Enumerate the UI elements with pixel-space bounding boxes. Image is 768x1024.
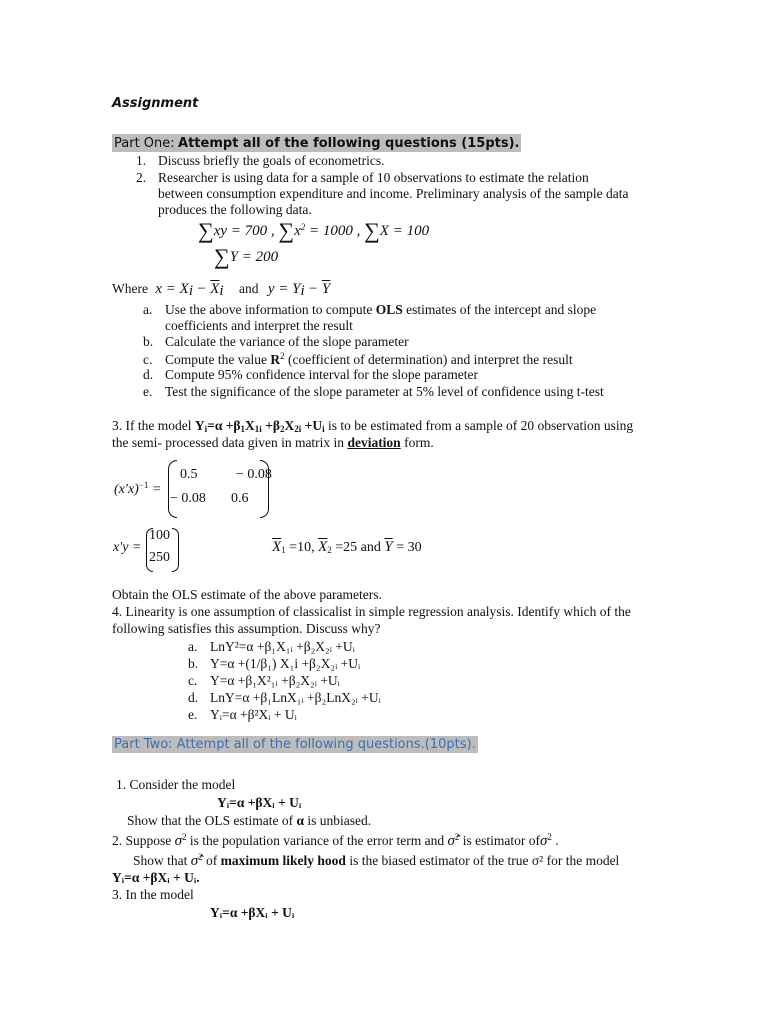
q2-sub-b-text: Calculate the variance of the slope parameter — [165, 334, 409, 349]
assignment-heading: Assignment — [112, 96, 199, 111]
q4-option-e — [188, 707, 297, 723]
q2-sub-c-post: (coefficient of determination) and interpret the result — [284, 352, 573, 367]
q4-option-e-text: Yᵢ=α +β²Xᵢ + Uᵢ — [210, 707, 297, 722]
where-x: x = X — [155, 281, 189, 297]
p2-q1-show — [127, 813, 371, 829]
q2-sub-d-text: Compute 95% confidence interval for the slope parameter — [165, 367, 479, 382]
p2-q1-alpha: α — [296, 813, 305, 828]
xx-label: (x′x) — [114, 482, 139, 497]
q3-line2-post: form. — [400, 435, 434, 450]
sums-line-2: ∑Y = 200 — [214, 244, 279, 269]
q2-sub-c-letter: c. — [143, 352, 153, 367]
p2-q2-show-post: is the biased estimator of the true σ² for the model — [345, 853, 620, 868]
q2-sub-a — [143, 302, 596, 318]
xx-inverse-label: $(x'x)^{-1}$ = — [114, 480, 162, 497]
q2-sub-e — [143, 384, 604, 400]
q4-line1: 4. Linearity is one assumption of classicalist in simple regression analysis. Identify which of the — [112, 604, 631, 619]
matrix-left-bracket — [168, 460, 177, 518]
q2-sub-e-text: Test the significance of the slope parameter at 5% level of confidence using t-test — [165, 384, 604, 399]
q2-sub-c: c. Compute the value $R^2$ (coefficient of determination) and interpret the result — [143, 351, 573, 367]
q2-sub-e-letter: e. — [143, 384, 153, 399]
xy-label: x′y = — [113, 540, 142, 555]
q3-pre: 3. If the model — [112, 418, 195, 433]
q4-option-c-text: Y=α +β₁X²₁ᵢ +β₂X₂ᵢ +Uᵢ — [210, 673, 340, 688]
q2-sub-a-post: estimates of the intercept and slope — [402, 302, 597, 317]
where-label: Where — [112, 281, 148, 296]
part-one-title: Attempt all of the following questions (15pts). — [178, 136, 520, 151]
q2-line3: produces the following data. — [158, 202, 312, 217]
matrix-cell-21: − 0.08 — [170, 491, 206, 506]
q4-option-c-letter: c. — [188, 673, 198, 688]
q2-number: 2. — [136, 170, 147, 185]
p2-q1-model: Yᵢ=α +βXᵢ + Uᵢ — [217, 795, 302, 810]
q2-sub-a-cont: coefficients and interpret the result — [165, 318, 353, 333]
q3-post: is to be estimated from a sample of 20 observation using — [324, 418, 634, 433]
mean-x1: =10, — [289, 540, 315, 555]
p2-q2-mid: is the population variance of the error term and — [186, 833, 448, 848]
q4-option-d — [188, 690, 381, 706]
p2-q2-show-bold: maximum likely hood — [220, 853, 346, 868]
q4-option-a-letter: a. — [188, 639, 198, 654]
q2-sub-a-bold: OLS — [375, 302, 403, 317]
q1 — [136, 153, 384, 169]
q3-deviation: deviation — [347, 435, 401, 450]
sum-x2: x — [294, 223, 301, 239]
p2-q3-line: 3. In the model — [112, 887, 194, 902]
q2-sub-b-letter: b. — [143, 334, 154, 349]
q4-option-b-letter: b. — [188, 656, 199, 671]
p2-q1-show-post: is unbiased. — [304, 813, 372, 828]
where-and: and — [238, 281, 259, 296]
where-line: Where $x = Xi - \overline{X}i$ and $y = Yi - \overline{Y}$ — [112, 281, 331, 299]
q3-line2 — [112, 435, 434, 451]
p2-q2-show-pre: Show that — [133, 853, 191, 868]
p2-q2-model: Yᵢ=α +βXᵢ + Uᵢ. — [112, 870, 200, 885]
q2-sub-c-bold: R — [270, 352, 281, 367]
q2-sub-a-pre: Use the above information to compute — [165, 302, 376, 317]
sums-line-1: ∑xy = 700 , $\sum x^2 = 1000$ , ∑X = 100 — [198, 218, 430, 243]
sum-Y: Y = 200 — [229, 249, 279, 265]
q2-sub-d-letter: d. — [143, 367, 154, 382]
vector-right-bracket — [172, 528, 179, 572]
p2-q2-post: is estimator of — [462, 833, 540, 848]
q3-obtain: Obtain the OLS estimate of the above parameters. — [112, 587, 382, 602]
p2-q1-show-pre: Show that the OLS estimate of — [127, 813, 297, 828]
q2-sub-c-pre: Compute the value — [165, 352, 271, 367]
part-one-label: Part One: — [114, 136, 175, 151]
p2-q2-show-mid: of — [202, 853, 221, 868]
q3-line2-pre: the semi- processed data given in matrix in — [112, 435, 348, 450]
q1-text: Discuss briefly the goals of econometrics. — [158, 153, 385, 168]
q4-option-b-text: Y=α +(1/β₁) X₁i +β₂X₂ᵢ +Uᵢ — [210, 656, 361, 671]
matrix-cell-11: 0.5 — [180, 467, 198, 482]
xx-sup: −1 — [138, 480, 149, 490]
q1-number: 1. — [136, 153, 147, 168]
mean-x2: =25 and — [335, 540, 381, 555]
q4-option-a-text: LnY²=α +β₁X₁ᵢ +β₂X₂ᵢ +Uᵢ — [210, 639, 355, 654]
q2-sub-d — [143, 367, 478, 383]
matrix-cell-22: 0.6 — [231, 491, 249, 506]
q2-line2: between consumption expenditure and income. Preliminary analysis of the sample data — [158, 186, 629, 201]
q4-option-b — [188, 656, 360, 672]
q4-line2: following satisfies this assumption. Discuss why? — [112, 621, 381, 636]
vector-cell-2: 250 — [149, 550, 170, 565]
q4-option-a — [188, 639, 355, 655]
matrix-cell-12: − 0.08 — [236, 467, 272, 482]
q4-option-d-letter: d. — [188, 690, 199, 705]
p2-q2-line2: Show that σ̂$^2$ of maximum likely hood is the biased estimator of the true σ² for the model — [133, 852, 620, 869]
where-y: y = Y — [267, 281, 301, 297]
q2-line1 — [136, 170, 589, 186]
p2-q2-pre: 2. Suppose — [112, 833, 175, 848]
sum-xy: xy = 700 , — [213, 223, 275, 239]
q3-line1: 3. If the model $Y_i=\alpha +\beta_1X_{1i} +\beta_2X_{2i} +U_i$ is to be estimated from a sample of 20 observation using — [112, 418, 634, 434]
q4-option-d-text: LnY=α +β₁LnX₁ᵢ +β₂LnX₂ᵢ +Uᵢ — [210, 690, 381, 705]
p2-q3-model: Yᵢ=α +βXᵢ + Uᵢ — [210, 905, 295, 920]
vector-cell-1: 100 — [149, 528, 170, 543]
part-two-header: Part Two: Attempt all of the following questions.(10pts). — [114, 737, 476, 752]
q2-text-1: Researcher is using data for a sample of 10 observations to estimate the relation — [158, 170, 589, 185]
p2-q2-line1: 2. Suppose $\sigma^2$ is the population variance of the error term and σ̂$^2$ is estimator ofσ$^2$ . — [112, 832, 559, 849]
sum-x2-value: = 1000 , — [305, 223, 361, 239]
part-one-header — [112, 134, 521, 152]
p2-q1-line: 1. Consider the model — [116, 777, 236, 792]
q2-sub-b — [143, 334, 409, 350]
q4-option-c — [188, 673, 340, 689]
q4-option-e-letter: e. — [188, 707, 198, 722]
q2-sub-a-letter: a. — [143, 302, 153, 317]
sum-X: X = 100 — [379, 223, 430, 239]
mean-y: = 30 — [396, 540, 422, 555]
means-line: $\overline{X}_1 =10$, $\overline{X}_2 =25$ and $\overline{Y} = 30$ — [272, 539, 422, 555]
